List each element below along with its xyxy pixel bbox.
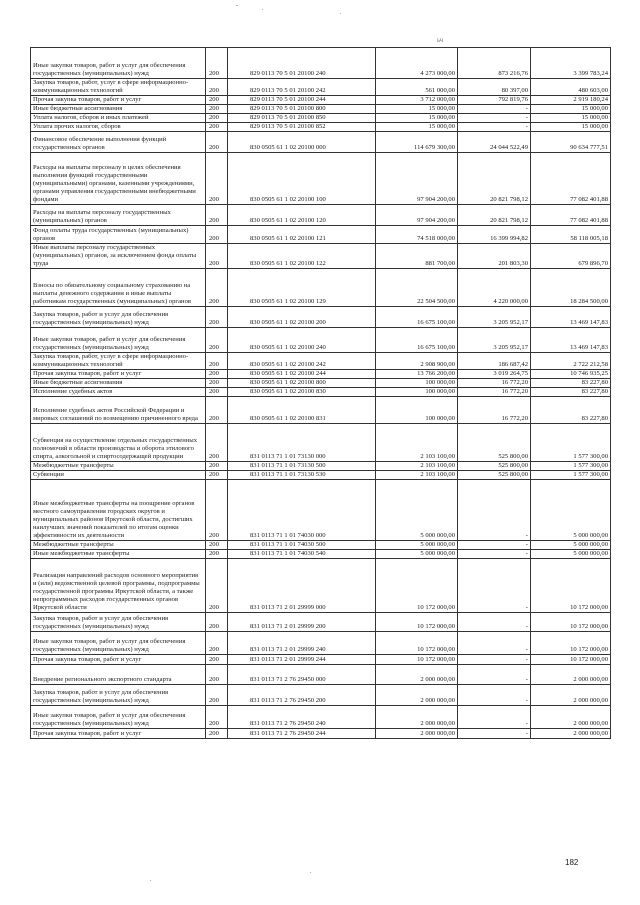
row-name: Фонд оплаты труда государственных (муниципальных) органов <box>31 225 206 243</box>
row-code: 200 <box>206 352 228 369</box>
row-name: Закупка товаров, работ и услуг для обеспечения государственных (муниципальных) нужд <box>31 684 206 705</box>
row-classification-code: 830 0505 61 1 02 20100 831 <box>228 396 376 423</box>
row-name: Закупка товаров, работ и услуг для обеспечения государственных (муниципальных) нужд <box>31 306 206 327</box>
row-name: Прочая закупка товаров, работ и услуг <box>31 95 206 104</box>
row-code: 200 <box>206 654 228 664</box>
row-executed-amount: - <box>458 612 531 631</box>
row-classification-code: 831 0113 71 2 76 29450 240 <box>228 705 376 728</box>
scan-speck <box>340 13 341 14</box>
row-code: 200 <box>206 558 228 612</box>
row-classification-code: 831 0113 71 2 76 29450 200 <box>228 684 376 705</box>
row-code: 200 <box>206 549 228 558</box>
row-code: 200 <box>206 540 228 549</box>
row-code: 200 <box>206 423 228 461</box>
row-classification-code: 831 0113 71 2 76 29450 000 <box>228 664 376 684</box>
row-executed-amount: 525 800,00 <box>458 423 531 461</box>
row-code: 200 <box>206 327 228 352</box>
row-name: Иные межбюджетные трансферты <box>31 549 206 558</box>
row-classification-code: 831 0113 71 2 01 29999 244 <box>228 654 376 664</box>
table-row <box>31 387 611 396</box>
row-code: 200 <box>206 243 228 268</box>
row-code: 200 <box>206 268 228 306</box>
page-number: 182 <box>565 858 579 867</box>
row-approved-amount: 5 000 000,00 <box>376 479 458 540</box>
row-name: Иные закупки товаров, работ и услуг для обеспечения государственных (муниципальных) нужд <box>31 631 206 654</box>
row-classification-code: 831 0113 71 2 01 29999 240 <box>228 631 376 654</box>
table-row <box>31 654 611 664</box>
row-remaining-amount: 83 227,80 <box>531 396 611 423</box>
row-approved-amount: 97 904 200,00 <box>376 152 458 204</box>
table-row <box>31 306 611 327</box>
row-classification-code: 831 0113 71 1 01 73130 000 <box>228 423 376 461</box>
row-code: 200 <box>206 79 228 96</box>
row-classification-code: 829 0113 70 5 01 20100 800 <box>228 104 376 113</box>
row-name: Иные бюджетные ассигнования <box>31 378 206 387</box>
scan-speck <box>262 9 263 10</box>
table-row <box>31 461 611 470</box>
row-approved-amount: 15 000,00 <box>376 104 458 113</box>
row-executed-amount: 186 687,42 <box>458 352 531 369</box>
row-classification-code: 829 0113 70 5 01 20100 244 <box>228 95 376 104</box>
row-classification-code: 831 0113 71 1 01 73130 500 <box>228 461 376 470</box>
row-executed-amount: - <box>458 122 531 131</box>
row-remaining-amount: 18 284 500,00 <box>531 268 611 306</box>
table-row <box>31 558 611 612</box>
row-remaining-amount: 2 000 000,00 <box>531 705 611 728</box>
row-approved-amount: 13 766 200,00 <box>376 369 458 378</box>
row-executed-amount: 16 772,20 <box>458 396 531 423</box>
row-approved-amount: 3 712 000,00 <box>376 95 458 104</box>
row-executed-amount: - <box>458 684 531 705</box>
row-classification-code: 829 0113 70 5 01 20100 850 <box>228 113 376 122</box>
row-name: Иные выплаты персоналу государственных (муниципальных) органов, за исключением фонда оплаты труда <box>31 243 206 268</box>
row-code: 200 <box>206 631 228 654</box>
table-row <box>31 540 611 549</box>
row-remaining-amount: 5 000 000,00 <box>531 540 611 549</box>
table-row <box>31 152 611 204</box>
row-executed-amount: 3 205 952,17 <box>458 306 531 327</box>
row-executed-amount: 16 772,20 <box>458 378 531 387</box>
row-code: 200 <box>206 705 228 728</box>
row-classification-code: 831 0113 71 1 01 74030 500 <box>228 540 376 549</box>
row-remaining-amount: 10 172 000,00 <box>531 612 611 631</box>
row-remaining-amount: 15 000,00 <box>531 122 611 131</box>
row-executed-amount: - <box>458 705 531 728</box>
table-row <box>31 664 611 684</box>
row-remaining-amount: 3 399 783,24 <box>531 48 611 79</box>
table-row <box>31 396 611 423</box>
row-name: Реализация направлений расходов основного мероприятия и (или) ведомственной целевой программы, подпрограммы государственной программы Иркутской области, а также непрограммных расходов государственных органов Иркутской области <box>31 558 206 612</box>
row-executed-amount: 16 399 994,82 <box>458 225 531 243</box>
row-classification-code: 830 0505 61 1 02 20100 122 <box>228 243 376 268</box>
table-row <box>31 631 611 654</box>
row-name: Закупка товаров, работ, услуг в сфере информационно-коммуникационных технологий <box>31 79 206 96</box>
row-remaining-amount: 1 577 300,00 <box>531 423 611 461</box>
row-approved-amount: 97 904 200,00 <box>376 204 458 225</box>
row-remaining-amount: 1 577 300,00 <box>531 461 611 470</box>
row-executed-amount: - <box>458 664 531 684</box>
row-remaining-amount: 15 000,00 <box>531 104 611 113</box>
row-approved-amount: 22 504 500,00 <box>376 268 458 306</box>
row-executed-amount: - <box>458 728 531 738</box>
row-code: 200 <box>206 378 228 387</box>
table-row <box>31 95 611 104</box>
row-executed-amount: - <box>458 104 531 113</box>
row-remaining-amount: 77 082 401,88 <box>531 152 611 204</box>
row-remaining-amount: 90 634 777,51 <box>531 131 611 152</box>
row-approved-amount: 114 679 300,00 <box>376 131 458 152</box>
row-executed-amount: 525 800,00 <box>458 470 531 479</box>
table-body <box>31 48 611 739</box>
row-name: Взносы по обязательному социальному страхованию на выплаты денежного содержания и иные выплаты работникам государственных (муниципальных) органов <box>31 268 206 306</box>
row-executed-amount: - <box>458 654 531 664</box>
table-row <box>31 423 611 461</box>
row-code: 200 <box>206 204 228 225</box>
row-classification-code: 830 0505 61 1 02 20100 830 <box>228 387 376 396</box>
row-remaining-amount: 77 082 401,88 <box>531 204 611 225</box>
row-executed-amount: 792 819,76 <box>458 95 531 104</box>
row-classification-code: 831 0113 71 1 01 74030 540 <box>228 549 376 558</box>
row-code: 200 <box>206 479 228 540</box>
row-approved-amount: 2 103 100,00 <box>376 461 458 470</box>
row-name: Расходы на выплаты персоналу государственных (муниципальных) органов <box>31 204 206 225</box>
row-code: 200 <box>206 664 228 684</box>
row-approved-amount: 16 675 100,00 <box>376 306 458 327</box>
row-approved-amount: 10 172 000,00 <box>376 612 458 631</box>
row-executed-amount: - <box>458 631 531 654</box>
row-code: 200 <box>206 122 228 131</box>
table-row <box>31 131 611 152</box>
row-classification-code: 830 0505 61 1 02 20100 120 <box>228 204 376 225</box>
row-name: Закупка товаров, работ и услуг для обеспечения государственных (муниципальных) нужд <box>31 612 206 631</box>
row-executed-amount: 873 216,76 <box>458 48 531 79</box>
row-remaining-amount: 10 172 000,00 <box>531 654 611 664</box>
row-classification-code: 830 0505 61 1 02 20100 000 <box>228 131 376 152</box>
table-row <box>31 479 611 540</box>
scan-mark: ьч <box>437 36 444 44</box>
row-classification-code: 830 0505 61 1 02 20100 800 <box>228 378 376 387</box>
row-code: 200 <box>206 48 228 79</box>
row-name: Уплата прочих налогов, сборов <box>31 122 206 131</box>
row-approved-amount: 2 103 100,00 <box>376 470 458 479</box>
row-code: 200 <box>206 306 228 327</box>
row-approved-amount: 10 172 000,00 <box>376 558 458 612</box>
row-approved-amount: 100 000,00 <box>376 396 458 423</box>
scan-speck <box>236 5 238 6</box>
table-row <box>31 122 611 131</box>
row-classification-code: 830 0505 61 1 02 20100 200 <box>228 306 376 327</box>
table-row <box>31 705 611 728</box>
row-name: Финансовое обеспечение выполнения функций государственных органов <box>31 131 206 152</box>
row-approved-amount: 2 000 000,00 <box>376 705 458 728</box>
table-row <box>31 549 611 558</box>
row-code: 200 <box>206 728 228 738</box>
row-approved-amount: 561 000,00 <box>376 79 458 96</box>
row-classification-code: 831 0113 71 1 01 73130 530 <box>228 470 376 479</box>
row-executed-amount: 3 019 264,75 <box>458 369 531 378</box>
row-name: Уплата налогов, сборов и иных платежей <box>31 113 206 122</box>
row-classification-code: 830 0505 61 1 02 20100 100 <box>228 152 376 204</box>
row-name: Расходы на выплаты персоналу в целях обеспечения выполнения функций государственными (муниципальными) органами, казенными учреждениями, органами управления государственными внебюджетными фондами <box>31 152 206 204</box>
row-name: Иные закупки товаров, работ и услуг для обеспечения государственных (муниципальных) нужд <box>31 705 206 728</box>
row-approved-amount: 2 103 100,00 <box>376 423 458 461</box>
row-executed-amount: 4 220 000,00 <box>458 268 531 306</box>
row-remaining-amount: 2 000 000,00 <box>531 684 611 705</box>
table-row <box>31 728 611 738</box>
row-code: 200 <box>206 113 228 122</box>
row-remaining-amount: 5 000 000,00 <box>531 479 611 540</box>
row-name: Иные бюджетные ассигнования <box>31 104 206 113</box>
row-remaining-amount: 5 000 000,00 <box>531 549 611 558</box>
row-remaining-amount: 10 172 000,00 <box>531 558 611 612</box>
table-row <box>31 369 611 378</box>
row-code: 200 <box>206 369 228 378</box>
row-executed-amount: - <box>458 540 531 549</box>
row-executed-amount: 20 821 798,12 <box>458 204 531 225</box>
row-remaining-amount: 15 000,00 <box>531 113 611 122</box>
row-approved-amount: 2 908 900,00 <box>376 352 458 369</box>
table-row <box>31 327 611 352</box>
row-classification-code: 830 0505 61 1 02 20100 121 <box>228 225 376 243</box>
row-remaining-amount: 2 722 212,58 <box>531 352 611 369</box>
table-row <box>31 48 611 79</box>
row-remaining-amount: 2 919 180,24 <box>531 95 611 104</box>
scan-speck <box>150 880 151 881</box>
row-executed-amount: 3 205 952,17 <box>458 327 531 352</box>
row-name: Межбюджетные трансферты <box>31 461 206 470</box>
row-classification-code: 829 0113 70 5 01 20100 242 <box>228 79 376 96</box>
row-name: Межбюджетные трансферты <box>31 540 206 549</box>
row-classification-code: 831 0113 71 1 01 74030 000 <box>228 479 376 540</box>
row-executed-amount: - <box>458 479 531 540</box>
row-approved-amount: 16 675 100,00 <box>376 327 458 352</box>
row-executed-amount: 80 397,00 <box>458 79 531 96</box>
row-remaining-amount: 1 577 300,00 <box>531 470 611 479</box>
table-row <box>31 79 611 96</box>
row-classification-code: 829 0113 70 5 01 20100 240 <box>228 48 376 79</box>
row-name: Иные закупки товаров, работ и услуг для обеспечения государственных (муниципальных) нужд <box>31 327 206 352</box>
row-classification-code: 829 0113 70 5 01 20100 852 <box>228 122 376 131</box>
table-row <box>31 352 611 369</box>
row-executed-amount: 525 800,00 <box>458 461 531 470</box>
table-row <box>31 470 611 479</box>
row-remaining-amount: 10 172 000,00 <box>531 631 611 654</box>
row-remaining-amount: 2 000 000,00 <box>531 664 611 684</box>
row-code: 200 <box>206 225 228 243</box>
table-row <box>31 113 611 122</box>
row-approved-amount: 4 273 000,00 <box>376 48 458 79</box>
row-name: Субвенция на осуществление отдельных государственных полномочий в области производства и оборота этилового спирта, алкогольной и спиртосодержащей продукции <box>31 423 206 461</box>
row-classification-code: 830 0505 61 1 02 20100 129 <box>228 268 376 306</box>
table-row <box>31 268 611 306</box>
table-row <box>31 204 611 225</box>
row-approved-amount: 2 000 000,00 <box>376 728 458 738</box>
row-executed-amount: 16 772,20 <box>458 387 531 396</box>
row-approved-amount: 5 000 000,00 <box>376 549 458 558</box>
row-name: Прочая закупка товаров, работ и услуг <box>31 728 206 738</box>
row-classification-code: 830 0505 61 1 02 20100 242 <box>228 352 376 369</box>
row-code: 200 <box>206 104 228 113</box>
row-classification-code: 831 0113 71 2 01 29999 200 <box>228 612 376 631</box>
row-approved-amount: 10 172 000,00 <box>376 631 458 654</box>
row-code: 200 <box>206 131 228 152</box>
row-name: Исполнение судебных актов <box>31 387 206 396</box>
row-approved-amount: 15 000,00 <box>376 113 458 122</box>
row-executed-amount: 201 803,30 <box>458 243 531 268</box>
table-row <box>31 225 611 243</box>
row-code: 200 <box>206 396 228 423</box>
row-name: Иные межбюджетные трансферты на поощрение органов местного самоуправления городских округов и муниципальных районов Иркутской области, достигших наилучших значений показателей по итогам оценки эффективности их деятельности <box>31 479 206 540</box>
row-classification-code: 831 0113 71 2 01 29999 000 <box>228 558 376 612</box>
row-code: 200 <box>206 461 228 470</box>
row-approved-amount: 100 000,00 <box>376 378 458 387</box>
row-executed-amount: - <box>458 558 531 612</box>
row-name: Прочая закупка товаров, работ и услуг <box>31 369 206 378</box>
row-code: 200 <box>206 152 228 204</box>
row-code: 200 <box>206 470 228 479</box>
row-classification-code: 830 0505 61 1 02 20100 240 <box>228 327 376 352</box>
row-name: Прочая закупка товаров, работ и услуг <box>31 654 206 664</box>
table-row <box>31 104 611 113</box>
row-code: 200 <box>206 95 228 104</box>
row-approved-amount: 74 518 000,00 <box>376 225 458 243</box>
row-code: 200 <box>206 387 228 396</box>
row-remaining-amount: 13 469 147,83 <box>531 327 611 352</box>
row-remaining-amount: 83 227,80 <box>531 387 611 396</box>
row-approved-amount: 2 000 000,00 <box>376 664 458 684</box>
row-executed-amount: 24 044 522,49 <box>458 131 531 152</box>
budget-execution-table <box>30 47 611 739</box>
row-approved-amount: 15 000,00 <box>376 122 458 131</box>
row-approved-amount: 100 000,00 <box>376 387 458 396</box>
row-remaining-amount: 679 896,70 <box>531 243 611 268</box>
row-remaining-amount: 13 469 147,83 <box>531 306 611 327</box>
row-classification-code: 830 0505 61 1 02 20100 244 <box>228 369 376 378</box>
row-remaining-amount: 83 227,80 <box>531 378 611 387</box>
table-row <box>31 684 611 705</box>
row-name: Субвенции <box>31 470 206 479</box>
row-approved-amount: 881 700,00 <box>376 243 458 268</box>
table-row <box>31 612 611 631</box>
row-remaining-amount: 58 118 005,18 <box>531 225 611 243</box>
row-executed-amount: - <box>458 549 531 558</box>
row-remaining-amount: 2 000 000,00 <box>531 728 611 738</box>
row-name: Внедрение регионального экспортного стандарта <box>31 664 206 684</box>
row-code: 200 <box>206 684 228 705</box>
table-row <box>31 378 611 387</box>
row-code: 200 <box>206 612 228 631</box>
row-remaining-amount: 10 746 935,25 <box>531 369 611 378</box>
row-executed-amount: - <box>458 113 531 122</box>
row-remaining-amount: 480 603,00 <box>531 79 611 96</box>
row-approved-amount: 5 000 000,00 <box>376 540 458 549</box>
row-classification-code: 831 0113 71 2 76 29450 244 <box>228 728 376 738</box>
row-executed-amount: 20 821 798,12 <box>458 152 531 204</box>
row-name: Иные закупки товаров, работ и услуг для обеспечения государственных (муниципальных) нужд <box>31 48 206 79</box>
row-name: Исполнение судебных актов Российской Федерации и мировых соглашений по возмещению причиненного вреда <box>31 396 206 423</box>
row-name: Закупка товаров, работ, услуг в сфере информационно-коммуникационных технологий <box>31 352 206 369</box>
scan-speck <box>310 872 311 873</box>
table-row <box>31 243 611 268</box>
row-approved-amount: 10 172 000,00 <box>376 654 458 664</box>
row-approved-amount: 2 000 000,00 <box>376 684 458 705</box>
